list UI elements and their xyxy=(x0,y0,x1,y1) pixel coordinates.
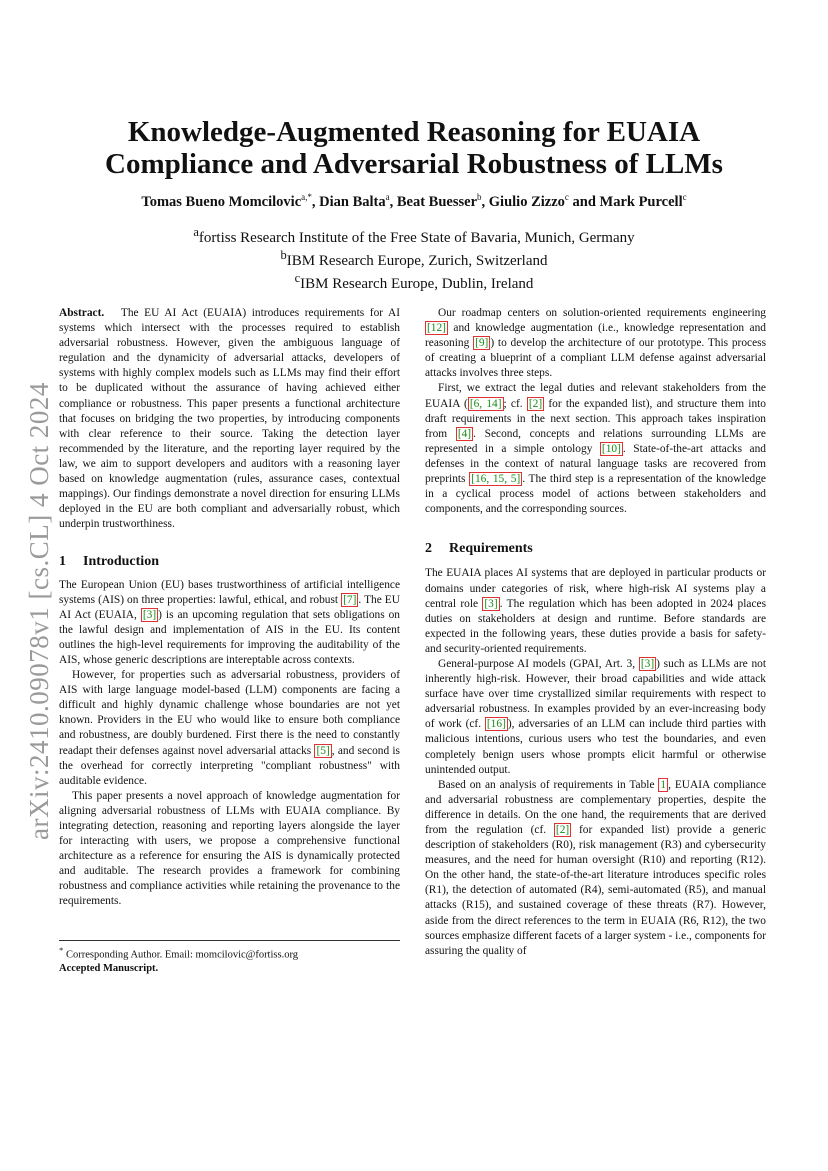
footnote-star: * xyxy=(59,945,64,955)
right-p2-text-d: . Second, concepts and relations surrounding LLMs are represented in a simple ontology xyxy=(425,427,766,455)
citation-link[interactable]: [3] xyxy=(142,608,157,621)
abstract-text: The EU AI Act (EUAIA) introduces requirements for AI systems which intersect with the processes required to establish adversarial robustness. However, given the ambiguous language of regulation and the dynamicity of adversarial attacks, developers of systems with highly complex models such as LLMs may find their effort to be duplicated without the assurance of having achieved either compliance or robustness. This paper presents a functional architecture that focuses on bridging the two properties, by introducing components with clear reference to their source. Taking the detection layer recommended by the literature, and the reporting layer required by the law, we aim to support developers and auditors with a reasoning layer based on knowledge augmentation (rules, assurance cases, contextual mappings). Our findings demonstrate a novel direction for ensuring LLMs deployed in the EU are both compliant and adversarially robust, which underpin trustworthiness. xyxy=(59,307,400,531)
author-4-affiliation: c xyxy=(564,192,569,202)
accepted-manuscript: Accepted Manuscript. xyxy=(59,962,159,974)
citation-link[interactable]: [6, 14] xyxy=(469,397,502,410)
right-p2-text-f: . The third step is a representation of the knowledge in a cyclical process model of actions between stakeholders and components, and the corresponding sources. xyxy=(425,473,766,516)
right-p2-text-b: ; cf. xyxy=(503,397,527,410)
intro-p1-text-a: The European Union (EU) bases trustworthiness of artificial intelligence systems (AIS) on three properties: lawful, ethical, and robust xyxy=(59,578,400,606)
intro-paragraph-1 xyxy=(59,578,400,669)
abstract-label: Abstract. xyxy=(59,307,105,319)
citation-link[interactable]: [16] xyxy=(486,718,506,731)
affiliation-a xyxy=(60,224,768,247)
intro-p2-text-b: , and second is the overhead for correctly interpreting "compliant robustness" with auditable evidence. xyxy=(59,744,400,787)
affiliations xyxy=(60,224,768,293)
citation-link[interactable]: [16, 15, 5] xyxy=(471,473,521,486)
right-p2-text-a: First, we extract the legal duties and relevant stakeholders from the EUAIA ( xyxy=(425,382,766,410)
roadmap-paragraph xyxy=(425,306,766,381)
citation-link[interactable]: [3] xyxy=(484,597,498,610)
section-2-title: Requirements xyxy=(449,541,533,557)
author-2-affiliation: a xyxy=(385,192,390,202)
left-column xyxy=(59,306,400,910)
author-3-affiliation: b xyxy=(477,192,482,202)
section-1-heading xyxy=(59,554,400,569)
affiliation-a-text: fortiss Research Institute of the Free State of Bavaria, Munich, Germany xyxy=(198,230,635,246)
requirements-paragraph-2 xyxy=(425,657,766,778)
author-5-affiliation: c xyxy=(682,192,687,202)
requirements-paragraph-3 xyxy=(425,778,766,959)
section-2-heading xyxy=(425,541,766,556)
right-p1-text-c: ) to develop the architecture of our prototype. This process of creating a blueprint of a compliant LLM defense against adversarial attacks involves three steps. xyxy=(425,337,766,380)
citation-link[interactable]: [9] xyxy=(475,337,489,350)
right-p1-text-b: and knowledge augmentation (i.e., knowledge representation and reasoning xyxy=(425,322,766,350)
intro-paragraph-2 xyxy=(59,668,400,789)
citation-link[interactable]: [12] xyxy=(427,322,446,335)
intro-p1-text-c: ) is an upcoming regulation that sets obligations on the lawful design and implementation of AIS in the EU. Its content outlines the high-level requirements for improving the auditability of the AIS, whose generic descriptions are intereptable across contexts. xyxy=(59,608,401,666)
req-p2-text-a: General-purpose AI models (GPAI, Art. 3, xyxy=(438,657,639,670)
req-p3-text-a: Based on an analysis of requirements in Table xyxy=(438,778,659,791)
footnote xyxy=(59,944,400,975)
abstract xyxy=(59,306,400,532)
intro-paragraph-3: This paper presents a novel approach of knowledge augmentation for aligning adversarial robustness of LLMs with EUAIA compliance. By integrating detection, reasoning and reporting layers alongside the layer for interacting with users, we propose a comprehensive functional architecture as a reference for ensuring the AIS is dynamically protected and auditable. The research provides a framework for combining robustness and compliance activities while retaining the provenance to the requirements. xyxy=(59,789,400,908)
req-p1-text-b: . The regulation which has been adopted in 2024 places duties on stakeholders at design and runtime. Before standards are expected in the following years, these duties provide a basis for safety- and security-oriented requirements. xyxy=(425,597,767,655)
table-link[interactable]: 1 xyxy=(660,778,667,791)
footnote-text: Corresponding Author. Email: momcilovic@fortiss.org xyxy=(63,949,298,961)
right-p2-text-e: . State-of-the-art attacks and defenses in the context of natural language tasks are recovered from preprints xyxy=(425,442,766,486)
arxiv-watermark: arXiv:2410.09078v1 [cs.CL] 4 Oct 2024 xyxy=(24,382,54,840)
author-1: Tomas Bueno Momcilovic xyxy=(141,193,302,210)
citation-link[interactable]: [2] xyxy=(528,397,543,410)
footnote-rule xyxy=(59,940,400,941)
affiliation-c-sup: c xyxy=(294,271,301,285)
affiliation-a-sup: a xyxy=(193,225,199,239)
title-line-2: Compliance and Adversarial Robustness of LLMs xyxy=(105,148,723,180)
author-2: , Dian Balta xyxy=(311,193,386,210)
paper-title xyxy=(60,116,768,180)
req-p2-text-b: ) such as LLMs are not inherently high-risk. However, their broad capabilities and wide attack surface have over time crystallized similar requirements with respect to adversarial robustness. In examples provided by an ever-increasing body of work (cf. xyxy=(425,657,767,731)
citation-link[interactable]: [5] xyxy=(316,744,330,757)
citation-link[interactable]: [10] xyxy=(601,442,621,455)
req-p3-text-c: for expanded list) provide a generic description of stakeholders (R0), risk management (R3) and cybersecurity measures, and the need for human oversight (R10) and reporting (R12). On the other hand, the state-of-the-art literature introduces specific roles (R1), the detection of automated (R4), semi-automated (R5), and manual attacks (R15), and sustained coverage of these threats (R7). However, aside from the direct references to the term in EUAIA (R6, R12), the two sources emphasize different facets of a larger system - i.e., components for assuring the quality of xyxy=(425,824,766,957)
section-1-number: 1 xyxy=(59,554,66,570)
author-5: and Mark Purcell xyxy=(568,193,683,210)
affiliation-c xyxy=(60,270,768,293)
affiliation-b-text: IBM Research Europe, Zurich, Switzerland xyxy=(286,253,548,269)
right-p1-text-a: Our roadmap centers on solution-oriented requirements engineering xyxy=(438,307,766,319)
req-p1-text-a: The EUAIA places AI systems that are deployed in particular products or domains under categories of risk, where high-risk AI systems play a central role xyxy=(425,567,766,610)
author-list xyxy=(60,192,768,211)
steps-paragraph xyxy=(425,381,766,517)
right-column xyxy=(425,306,766,959)
title-line-1: Knowledge-Augmented Reasoning for EUAIA xyxy=(127,116,701,148)
author-4: , Giulio Zizzo xyxy=(481,193,565,210)
affiliation-c-text: IBM Research Europe, Dublin, Ireland xyxy=(300,276,534,292)
affiliation-b xyxy=(60,247,768,270)
req-p3-text-b: , EUAIA compliance and adversarial robustness are complementary properties, despite the difference in details. On the one hand, the requirements that are derived from the regulation (cf. xyxy=(425,778,767,836)
author-1-affiliation[interactable]: a,* xyxy=(301,192,312,202)
citation-link[interactable]: [7] xyxy=(343,593,357,606)
right-p2-text-c: for the expanded list), and structure them into draft requirements in the next section. This approach takes inspiration from xyxy=(425,397,766,440)
intro-p1-text-b: . The EU AI Act (EUAIA, xyxy=(59,593,400,621)
citation-link[interactable]: [2] xyxy=(555,824,570,836)
section-2-number: 2 xyxy=(425,541,432,557)
affiliation-b-sup: b xyxy=(280,248,287,262)
citation-link[interactable]: [3] xyxy=(640,657,655,670)
author-3: , Beat Buesser xyxy=(389,193,478,210)
section-1-title: Introduction xyxy=(83,554,159,570)
req-p2-text-c: ), adversaries of an LLM can include third parties with malicious intentions, curious users who test the boundaries, and even completely benign users whose prompts elicit harmful or otherwise unintended output. xyxy=(425,718,766,776)
citation-link[interactable]: [4] xyxy=(457,427,472,440)
footnote-corresponding xyxy=(59,944,400,962)
requirements-paragraph-1 xyxy=(425,566,766,657)
intro-p2-text-a: However, for properties such as adversarial robustness, providers of AIS with large language model-based (LLM) components are facing a difficult and highly dynamic challenge whose boundaries are not yet known. Providers in the EU who would like to ensure both compliance and robustness, are doubly burdened. First there is the need to constantly readapt their defenses against novel adversarial attacks xyxy=(59,669,400,757)
